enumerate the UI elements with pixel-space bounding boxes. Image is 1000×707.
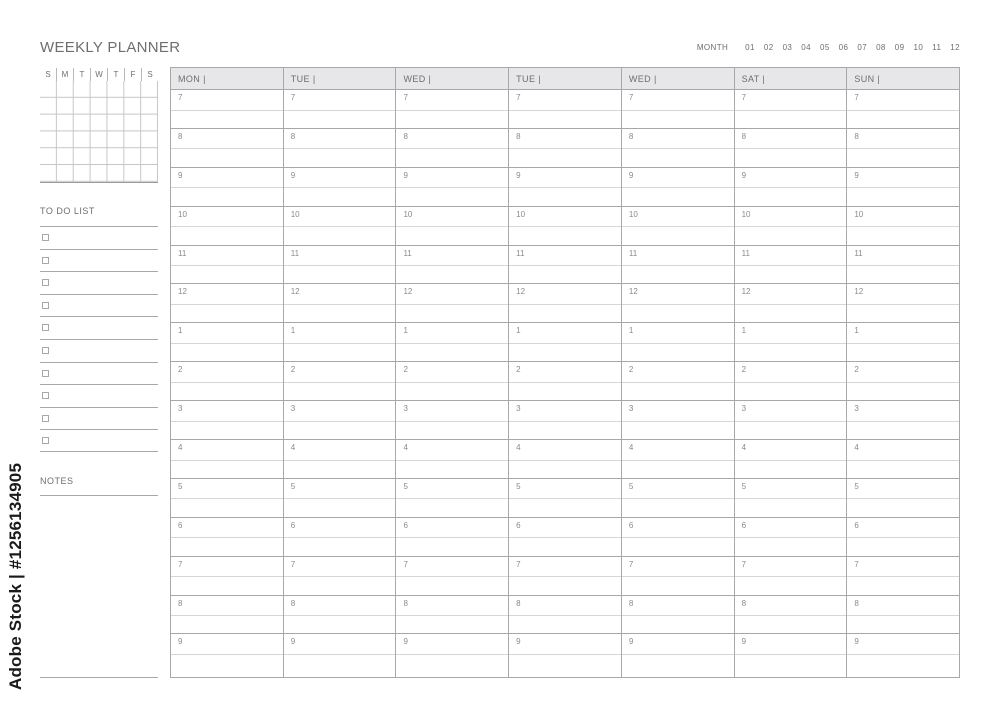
hour-label: 5	[854, 481, 859, 491]
hour-label: 4	[854, 443, 859, 453]
day-header: WED |	[622, 68, 734, 90]
hour-label: 12	[854, 287, 864, 297]
month-option[interactable]: 01	[745, 43, 755, 52]
time-slot[interactable]	[171, 129, 283, 168]
time-slot[interactable]	[284, 557, 396, 596]
day-header: TUE |	[509, 68, 621, 90]
time-slot[interactable]	[622, 129, 734, 168]
time-slot[interactable]	[171, 246, 283, 285]
time-slot[interactable]	[622, 634, 734, 673]
notes-bottom-line	[40, 677, 158, 678]
time-slot[interactable]	[284, 323, 396, 362]
time-slot[interactable]	[509, 246, 621, 285]
time-slot[interactable]	[396, 129, 508, 168]
time-slot[interactable]	[284, 207, 396, 246]
time-slot[interactable]	[509, 518, 621, 557]
time-slot[interactable]	[171, 518, 283, 557]
time-slot[interactable]	[396, 207, 508, 246]
day-column	[734, 68, 847, 677]
day-column	[508, 68, 621, 677]
weekly-grid	[170, 67, 960, 678]
hour-label: 2	[516, 365, 521, 375]
hour-label: 2	[628, 365, 634, 375]
checkbox[interactable]	[42, 437, 49, 444]
time-slot[interactable]	[284, 596, 396, 635]
time-slot[interactable]	[622, 479, 734, 518]
day-header: TUE |	[284, 68, 396, 90]
hour-label: 4	[290, 443, 296, 453]
weekday-label: W	[90, 68, 107, 81]
hour-label: 1	[854, 326, 859, 336]
hour-label: 10	[741, 209, 751, 219]
time-slot[interactable]	[396, 168, 508, 207]
time-slot[interactable]	[396, 284, 508, 323]
hour-label: 9	[516, 637, 521, 647]
time-slot[interactable]	[284, 129, 396, 168]
hour-label: 10	[403, 209, 413, 219]
hour-label: 2	[403, 365, 408, 375]
hour-label: 6	[854, 520, 859, 530]
day-header: SAT |	[735, 68, 847, 90]
hour-label: 10	[290, 209, 300, 219]
hour-label: 8	[290, 598, 296, 608]
time-slot[interactable]	[622, 284, 734, 323]
time-slot[interactable]	[171, 362, 283, 401]
hour-label: 10	[854, 209, 864, 219]
hour-label: 11	[854, 248, 863, 258]
hour-label: 1	[741, 326, 747, 336]
hour-label: 10	[628, 209, 638, 219]
hour-label: 9	[403, 170, 408, 180]
time-slot[interactable]	[847, 634, 959, 673]
hour-label: 4	[178, 443, 183, 453]
hour-label: 7	[178, 559, 183, 569]
hour-label: 9	[403, 637, 408, 647]
month-option[interactable]: 08	[876, 43, 886, 52]
time-slot[interactable]	[735, 284, 847, 323]
time-slot[interactable]	[847, 440, 959, 479]
day-column	[621, 68, 734, 677]
time-slot[interactable]	[171, 479, 283, 518]
checkbox[interactable]	[42, 257, 49, 264]
month-option[interactable]: 11	[932, 43, 942, 52]
time-slot[interactable]	[622, 362, 734, 401]
hour-label: 8	[854, 131, 859, 141]
time-slot[interactable]	[509, 596, 621, 635]
hour-label: 7	[516, 559, 521, 569]
month-option[interactable]: 07	[857, 43, 868, 52]
time-slot[interactable]	[396, 401, 508, 440]
time-slot[interactable]	[171, 323, 283, 362]
time-slot[interactable]	[171, 557, 283, 596]
time-slot[interactable]	[509, 90, 621, 129]
hour-label: 5	[403, 481, 408, 491]
time-slot[interactable]	[622, 323, 734, 362]
time-slot[interactable]	[509, 129, 621, 168]
time-slot[interactable]	[622, 90, 734, 129]
day-column	[283, 68, 396, 677]
time-slot[interactable]	[509, 634, 621, 673]
weekday-label: T	[107, 68, 124, 81]
hour-label: 8	[178, 131, 183, 141]
time-slot[interactable]	[622, 557, 734, 596]
hour-label: 8	[741, 131, 747, 141]
hour-label: 10	[516, 209, 526, 219]
todo-item[interactable]	[40, 316, 158, 339]
hour-label: 8	[403, 131, 408, 141]
month-option[interactable]: 04	[801, 43, 811, 52]
time-slot[interactable]	[735, 168, 847, 207]
hour-label: 7	[516, 93, 521, 102]
checkbox[interactable]	[42, 324, 49, 331]
checkbox[interactable]	[42, 392, 49, 399]
hour-label: 7	[628, 93, 634, 102]
time-slot[interactable]	[847, 90, 959, 129]
todo-item[interactable]	[40, 249, 158, 272]
time-slot[interactable]	[509, 168, 621, 207]
hour-label: 5	[178, 481, 183, 491]
time-slot[interactable]	[847, 207, 959, 246]
time-slot[interactable]	[509, 284, 621, 323]
time-slot[interactable]	[284, 401, 396, 440]
todo-item[interactable]	[40, 339, 158, 362]
hour-label: 1	[403, 326, 408, 336]
todo-item[interactable]	[40, 226, 158, 249]
time-slot[interactable]	[735, 401, 847, 440]
month-option[interactable]: 12	[950, 43, 960, 52]
mini-calendar	[40, 68, 158, 183]
hour-label: 11	[403, 248, 412, 258]
day-column	[395, 68, 508, 677]
hour-label: 3	[178, 404, 183, 414]
hour-label: 8	[854, 598, 859, 608]
time-slot[interactable]	[735, 362, 847, 401]
todo-item[interactable]	[40, 429, 158, 452]
hour-label: 7	[854, 93, 859, 102]
hour-label: 12	[403, 287, 413, 297]
time-slot[interactable]	[847, 596, 959, 635]
month-selector	[697, 43, 960, 52]
time-slot[interactable]	[396, 479, 508, 518]
todo-list	[40, 226, 158, 452]
time-slot[interactable]	[396, 518, 508, 557]
time-slot[interactable]	[171, 284, 283, 323]
hour-label: 8	[290, 131, 296, 141]
hour-label: 6	[628, 520, 634, 530]
time-slot[interactable]	[284, 518, 396, 557]
hour-label: 1	[178, 326, 183, 336]
time-slot[interactable]	[284, 440, 396, 479]
time-slot[interactable]	[396, 557, 508, 596]
hour-label: 9	[741, 637, 747, 647]
month-option[interactable]: 09	[894, 43, 905, 52]
hour-label: 4	[516, 443, 521, 453]
time-slot[interactable]	[171, 401, 283, 440]
time-slot[interactable]	[284, 168, 396, 207]
hour-label: 7	[628, 559, 634, 569]
hour-label: 8	[403, 598, 408, 608]
time-slot[interactable]	[509, 323, 621, 362]
time-slot[interactable]	[396, 246, 508, 285]
hour-label: 5	[741, 481, 747, 491]
month-option[interactable]: 06	[838, 43, 849, 52]
time-slot[interactable]	[396, 634, 508, 673]
time-slot[interactable]	[284, 284, 396, 323]
hour-label: 1	[516, 326, 521, 336]
time-slot[interactable]	[735, 440, 847, 479]
time-slot[interactable]	[396, 323, 508, 362]
month-option[interactable]: 02	[763, 43, 774, 52]
hour-label: 7	[403, 559, 408, 569]
time-slot[interactable]	[735, 207, 847, 246]
time-slot[interactable]	[622, 596, 734, 635]
month-option[interactable]: 03	[782, 43, 793, 52]
todo-item[interactable]	[40, 271, 158, 294]
hour-label: 3	[741, 404, 747, 414]
watermark-text: Adobe Stock | #1256134905	[6, 462, 25, 690]
time-slot[interactable]	[284, 634, 396, 673]
hour-label: 2	[290, 365, 296, 375]
todo-title: TO DO LIST	[40, 206, 95, 216]
hour-label: 7	[290, 559, 296, 569]
hour-label: 7	[741, 93, 747, 102]
hour-label: 5	[628, 481, 634, 491]
weekday-label: F	[124, 68, 141, 81]
hour-label: 7	[290, 93, 296, 102]
time-slot[interactable]	[396, 596, 508, 635]
time-slot[interactable]	[284, 479, 396, 518]
hour-label: 9	[290, 637, 296, 647]
checkbox[interactable]	[42, 370, 49, 377]
hour-label: 9	[178, 170, 183, 180]
time-slot[interactable]	[509, 362, 621, 401]
time-slot[interactable]	[509, 440, 621, 479]
hour-label: 6	[178, 520, 183, 530]
hour-label: 9	[854, 637, 859, 647]
day-column	[171, 68, 283, 677]
weekday-label: S	[141, 68, 158, 81]
time-slot[interactable]	[847, 246, 959, 285]
hour-label: 6	[290, 520, 296, 530]
time-slot[interactable]	[847, 129, 959, 168]
hour-label: 6	[741, 520, 747, 530]
hour-label: 11	[628, 248, 638, 258]
day-header: MON |	[171, 68, 283, 90]
day-header: SUN |	[847, 68, 959, 90]
time-slot[interactable]	[735, 246, 847, 285]
hour-label: 8	[628, 598, 634, 608]
hour-label: 9	[854, 170, 859, 180]
time-slot[interactable]	[735, 479, 847, 518]
day-header: WED |	[396, 68, 508, 90]
weekday-label: S	[45, 70, 51, 79]
time-slot[interactable]	[284, 362, 396, 401]
hour-label: 12	[290, 287, 300, 297]
time-slot[interactable]	[396, 90, 508, 129]
hour-label: 7	[741, 559, 747, 569]
hour-label: 1	[290, 326, 296, 336]
weekday-label: T	[73, 68, 90, 81]
hour-label: 6	[403, 520, 408, 530]
time-slot[interactable]	[509, 479, 621, 518]
hour-label: 8	[178, 598, 183, 608]
time-slot[interactable]	[396, 362, 508, 401]
hour-label: 4	[628, 443, 634, 453]
page-title: WEEKLY PLANNER	[40, 39, 181, 56]
hour-label: 11	[516, 248, 525, 258]
checkbox[interactable]	[42, 234, 49, 241]
time-slot[interactable]	[735, 596, 847, 635]
todo-item[interactable]	[40, 294, 158, 317]
notes-divider	[40, 495, 158, 496]
hour-label: 6	[516, 520, 521, 530]
weekday-label: M	[56, 68, 73, 81]
hour-label: 9	[628, 637, 634, 647]
todo-item[interactable]	[40, 407, 158, 430]
time-slot[interactable]	[171, 168, 283, 207]
hour-label: 4	[403, 443, 408, 453]
time-slot[interactable]	[509, 207, 621, 246]
hour-label: 11	[741, 248, 750, 258]
time-slot[interactable]	[847, 401, 959, 440]
time-slot[interactable]	[735, 90, 847, 129]
time-slot[interactable]	[847, 362, 959, 401]
checkbox[interactable]	[42, 347, 49, 354]
mini-calendar-grid	[40, 81, 158, 182]
time-slot[interactable]	[735, 634, 847, 673]
time-slot[interactable]	[284, 90, 396, 129]
time-slot[interactable]	[735, 323, 847, 362]
hour-label: 11	[178, 248, 187, 258]
day-column	[846, 68, 959, 677]
time-slot[interactable]	[847, 284, 959, 323]
mini-calendar-weekdays	[40, 68, 158, 81]
todo-item[interactable]	[40, 362, 158, 385]
month-label: MONTH	[696, 43, 729, 52]
time-slot[interactable]	[171, 634, 283, 673]
time-slot[interactable]	[735, 129, 847, 168]
hour-label: 11	[290, 248, 300, 258]
time-slot[interactable]	[622, 246, 734, 285]
month-option[interactable]: 10	[913, 43, 924, 52]
hour-label: 4	[741, 443, 747, 453]
hour-label: 7	[854, 559, 859, 569]
time-slot[interactable]	[735, 518, 847, 557]
hour-label: 3	[290, 404, 296, 414]
time-slot[interactable]	[735, 557, 847, 596]
time-slot[interactable]	[622, 401, 734, 440]
hour-label: 5	[516, 481, 521, 491]
hour-label: 9	[290, 170, 296, 180]
hour-label: 8	[516, 598, 521, 608]
hour-label: 3	[628, 404, 634, 414]
hour-label: 9	[516, 170, 521, 180]
hour-label: 10	[178, 209, 187, 219]
checkbox[interactable]	[42, 415, 49, 422]
time-slot[interactable]	[847, 557, 959, 596]
checkbox[interactable]	[42, 279, 49, 286]
time-slot[interactable]	[171, 440, 283, 479]
hour-label: 3	[854, 404, 859, 414]
hour-label: 8	[628, 131, 634, 141]
time-slot[interactable]	[847, 323, 959, 362]
hour-label: 3	[516, 404, 521, 414]
hour-label: 12	[628, 287, 638, 297]
time-slot[interactable]	[622, 518, 734, 557]
time-slot[interactable]	[171, 207, 283, 246]
time-slot[interactable]	[622, 440, 734, 479]
time-slot[interactable]	[847, 518, 959, 557]
time-slot[interactable]	[171, 90, 283, 129]
time-slot[interactable]	[622, 207, 734, 246]
hour-label: 12	[178, 287, 187, 297]
notes-title: NOTES	[40, 476, 74, 486]
time-slot[interactable]	[284, 246, 396, 285]
time-slot[interactable]	[622, 168, 734, 207]
hour-label: 9	[628, 170, 634, 180]
hour-label: 8	[516, 131, 521, 141]
hour-label: 9	[741, 170, 747, 180]
hour-label: 7	[403, 93, 408, 102]
hour-label: 12	[741, 287, 751, 297]
hour-label: 2	[741, 365, 747, 375]
hour-label: 2	[854, 365, 859, 375]
time-slot[interactable]	[847, 479, 959, 518]
time-slot[interactable]	[509, 557, 621, 596]
hour-label: 1	[628, 326, 634, 336]
hour-label: 8	[741, 598, 747, 608]
time-slot[interactable]	[847, 168, 959, 207]
time-slot[interactable]	[396, 440, 508, 479]
hour-label: 5	[290, 481, 296, 491]
checkbox[interactable]	[42, 302, 49, 309]
time-slot[interactable]	[171, 596, 283, 635]
month-option[interactable]: 05	[819, 43, 830, 52]
hour-label: 3	[403, 404, 408, 414]
todo-item[interactable]	[40, 384, 158, 407]
hour-label: 2	[178, 365, 183, 375]
hour-label: 9	[178, 637, 183, 647]
hour-label: 7	[178, 93, 183, 102]
hour-label: 12	[516, 287, 526, 297]
time-slot[interactable]	[509, 401, 621, 440]
